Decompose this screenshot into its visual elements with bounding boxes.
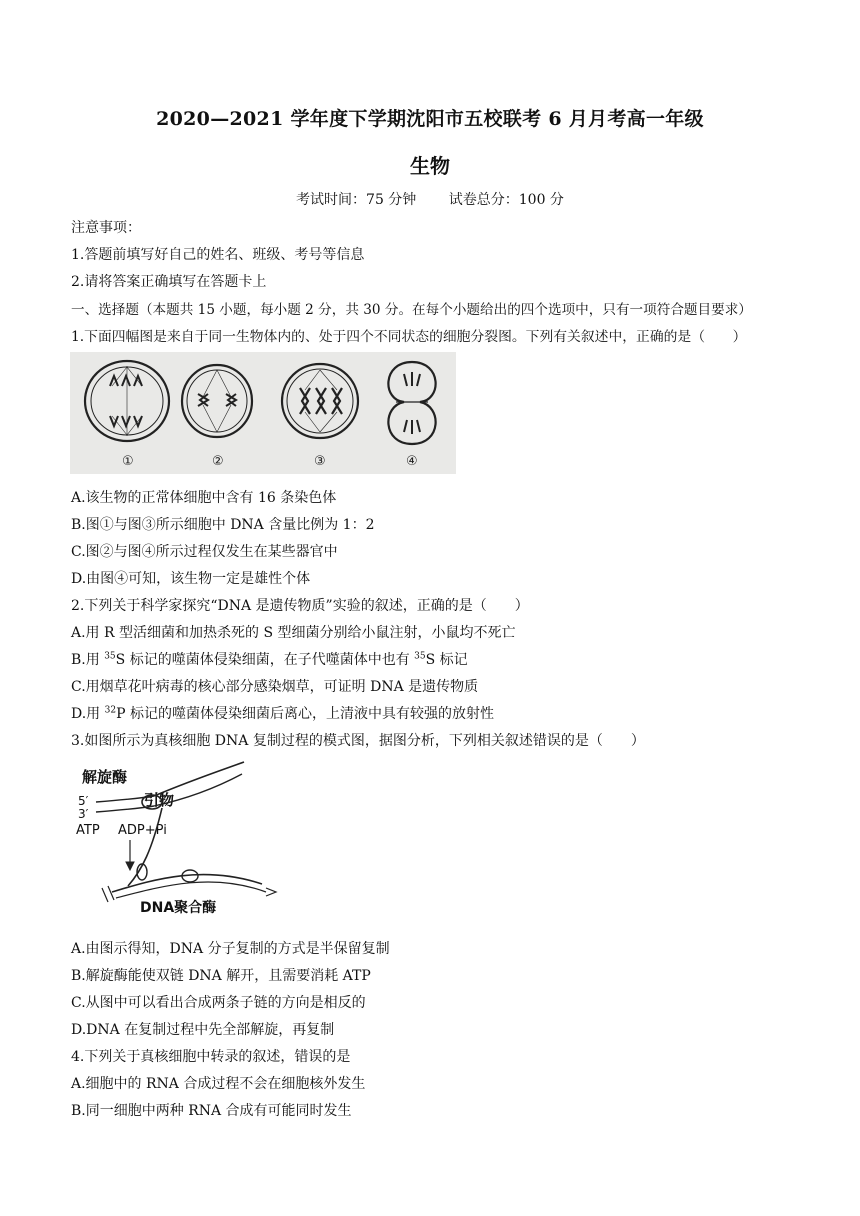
q4-stem: 4.下列关于真核细胞中转录的叙述，错误的是 xyxy=(71,1049,351,1065)
q3-option-a: A.由图示得知，DNA 分子复制的方式是半保留复制 xyxy=(71,941,390,957)
q1-option-b: B.图①与图③所示细胞中 DNA 含量比例为 1：2 xyxy=(71,517,375,533)
cell-1-label: ① xyxy=(122,454,134,469)
notice-heading: 注意事项： xyxy=(71,220,141,236)
cell-2-label: ② xyxy=(212,454,224,469)
q3-stem: 3.如图所示为真核细胞 DNA 复制过程的模式图，据图分析，下列相关叙述错误的是（ ） xyxy=(71,733,645,749)
q3-option-d: D.DNA 在复制过程中先全部解旋，再复制 xyxy=(71,1022,335,1038)
cell-3-label: ③ xyxy=(314,454,326,469)
exam-title: 2020—2021 学年度下学期沈阳市五校联考 6 月月考高一年级 xyxy=(156,108,704,130)
q1-option-c: C.图②与图④所示过程仅发生在某些器官中 xyxy=(71,544,338,560)
q4-option-a: A.细胞中的 RNA 合成过程不会在细胞核外发生 xyxy=(71,1076,366,1092)
q2-b-sup-1: 35 xyxy=(104,651,116,662)
q4-option-b: B.同一细胞中两种 RNA 合成有可能同时发生 xyxy=(71,1103,352,1119)
total-score: 试卷总分：100 分 xyxy=(448,192,564,208)
q2-d-post: P 标记的噬菌体侵染细菌后离心，上清液中具有较强的放射性 xyxy=(116,706,494,722)
q1-cell-division-figure xyxy=(70,352,456,474)
three-prime-label: 3′ xyxy=(78,807,89,821)
q2-option-d xyxy=(71,703,494,723)
notice-item-1: 1.答题前填写好自己的姓名、班级、考号等信息 xyxy=(71,247,365,263)
q2-b-sup-2: 35 xyxy=(414,651,426,662)
q2-option-a: A.用 R 型活细菌和加热杀死的 S 型细菌分别给小鼠注射，小鼠均不死亡 xyxy=(71,625,516,641)
q2-stem: 2.下列关于科学家探究“DNA 是遗传物质”实验的叙述，正确的是（ ） xyxy=(71,598,529,614)
notice-item-2: 2.请将答案正确填写在答题卡上 xyxy=(71,274,267,290)
q2-b-mid: S 标记的噬菌体侵染细菌，在子代噬菌体中也有 xyxy=(115,652,415,668)
q2-option-c: C.用烟草花叶病毒的核心部分感染烟草，可证明 DNA 是遗传物质 xyxy=(71,679,479,695)
helicase-label: 解旋酶 xyxy=(82,768,128,786)
q2-b-pre: B.用 xyxy=(71,652,105,668)
exam-meta xyxy=(0,189,860,209)
polymerase-label: DNA聚合酶 xyxy=(140,900,217,916)
section-heading: 一、选择题（本题共 15 小题，每小题 2 分，共 30 分。在每个小题给出的四个选项中，只有一项符合题目要求） xyxy=(71,302,752,318)
q3-option-b: B.解旋酶能使双链 DNA 解开，且需要消耗 ATP xyxy=(71,968,371,984)
cell-4-label: ④ xyxy=(406,454,418,469)
adp-label: ADP+Pi xyxy=(118,823,167,838)
q2-option-b xyxy=(71,649,468,669)
subject-title: 生物 xyxy=(410,154,450,178)
q1-stem: 1.下面四幅图是来自于同一生物体内的、处于四个不同状态的细胞分裂图。下列有关叙述中，正确的是（ ） xyxy=(71,329,747,345)
q2-b-post: S 标记 xyxy=(425,652,468,668)
five-prime-label: 5′ xyxy=(78,794,89,808)
q1-option-a: A.该生物的正常体细胞中含有 16 条染色体 xyxy=(71,490,337,506)
atp-label: ATP xyxy=(76,823,100,838)
exam-time: 考试时间：75 分钟 xyxy=(296,192,417,208)
q2-d-pre: D.用 xyxy=(71,706,105,722)
q2-d-sup: 32 xyxy=(104,705,117,716)
q3-option-c: C.从图中可以看出合成两条子链的方向是相反的 xyxy=(71,995,366,1011)
q1-option-d: D.由图④可知，该生物一定是雄性个体 xyxy=(71,571,311,587)
primer-label: 引物 xyxy=(144,791,175,809)
q3-dna-replication-figure xyxy=(72,760,282,920)
